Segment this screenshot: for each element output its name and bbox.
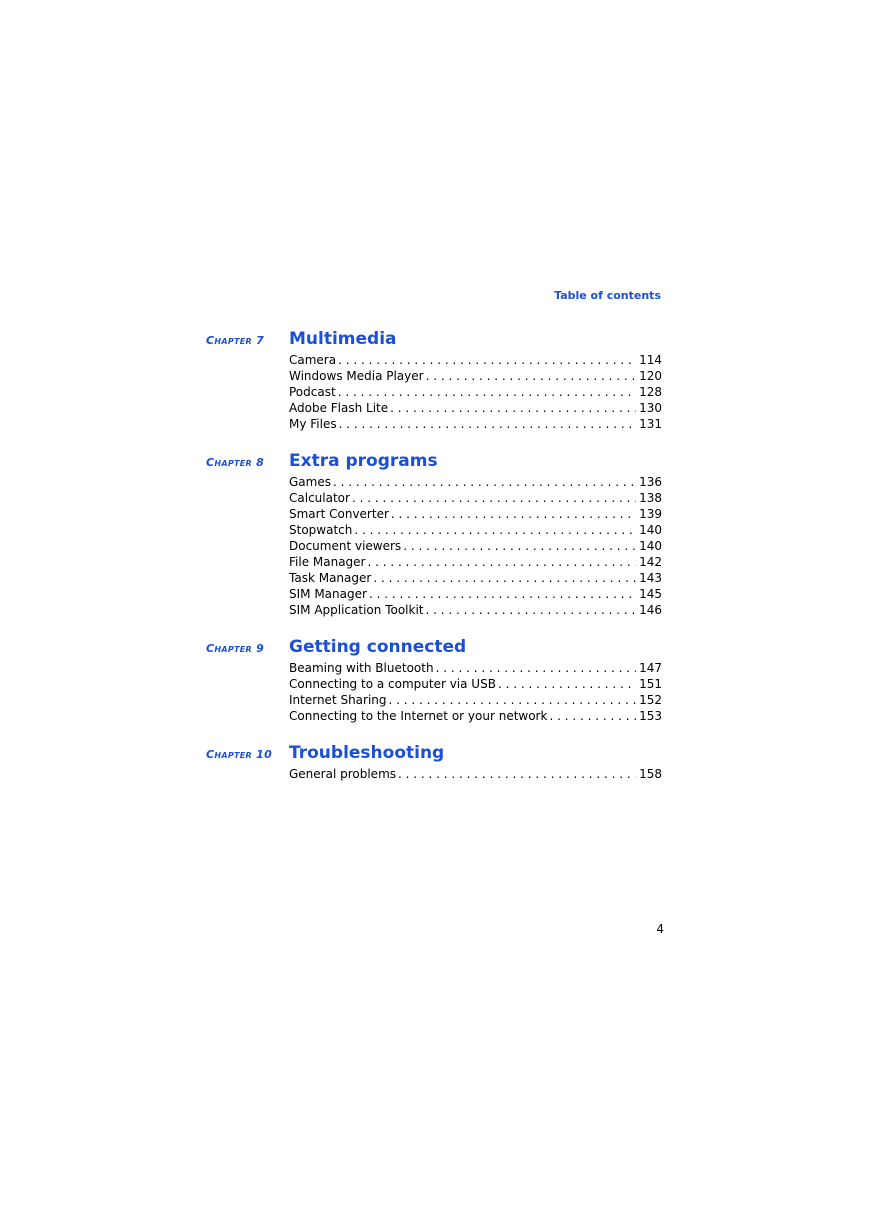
chapter-label: Chapter 10	[206, 748, 273, 761]
chapter-label: Chapter 9	[206, 642, 265, 655]
toc-entry[interactable]	[289, 416, 662, 432]
toc-entry-page: 139	[639, 507, 662, 521]
toc-entry[interactable]	[289, 570, 662, 586]
toc-entry-page: 136	[639, 475, 662, 489]
chapter-section	[206, 636, 662, 724]
toc-entry-page: 153	[639, 709, 662, 723]
toc-entry-title: SIM Manager	[289, 587, 367, 601]
dot-leader	[498, 676, 636, 692]
chapter-title: Extra programs	[289, 451, 438, 471]
toc-entry-title: Task Manager	[289, 571, 372, 585]
toc-entry-title: Podcast	[289, 385, 336, 399]
toc-entry-page: 120	[639, 369, 662, 383]
toc-entry-title: Internet Sharing	[289, 693, 387, 707]
chapter-section	[206, 450, 662, 618]
toc-entry[interactable]	[289, 766, 662, 782]
dot-leader	[390, 400, 636, 416]
toc-entry-page: 138	[639, 491, 662, 505]
toc-entry[interactable]	[289, 490, 662, 506]
toc-entry-page: 152	[639, 693, 662, 707]
toc-entry-page: 142	[639, 555, 662, 569]
toc-entry-title: General problems	[289, 767, 397, 781]
dot-leader	[426, 368, 636, 384]
chapter-title: Troubleshooting	[289, 743, 445, 763]
toc-entry-page: 143	[639, 571, 662, 585]
toc-entry[interactable]	[289, 554, 662, 570]
toc-entry-title: Calculator	[289, 491, 350, 505]
dot-leader	[338, 352, 636, 368]
dot-leader	[425, 602, 636, 618]
toc-entry-page: 158	[639, 767, 662, 781]
toc-entry[interactable]	[289, 660, 662, 676]
toc-entry-page: 130	[639, 401, 662, 415]
chapter-section	[206, 742, 662, 782]
chapter-body	[289, 328, 662, 432]
chapter-title: Getting connected	[289, 637, 467, 657]
toc-entry-title: Document viewers	[289, 539, 402, 553]
toc-entry-page: 147	[639, 661, 662, 675]
toc-entry-title: Beaming with Bluetooth	[289, 661, 434, 675]
toc-entry-title: Stopwatch	[289, 523, 353, 537]
toc-entry-page: 128	[639, 385, 662, 399]
dot-leader	[391, 506, 636, 522]
toc-entry-page: 151	[639, 677, 662, 691]
toc-entry-page: 140	[639, 523, 662, 537]
chapter-body	[289, 742, 662, 782]
dot-leader	[403, 538, 636, 554]
toc-entry[interactable]	[289, 400, 662, 416]
toc-entry-page: 146	[639, 603, 662, 617]
toc-entry[interactable]	[289, 586, 662, 602]
dot-leader	[338, 384, 636, 400]
dot-leader	[373, 570, 636, 586]
toc-entry[interactable]	[289, 522, 662, 538]
toc-entry-page: 145	[639, 587, 662, 601]
toc-entry-page: 140	[639, 539, 662, 553]
dot-leader	[354, 522, 636, 538]
dot-leader	[339, 416, 636, 432]
toc-entry-title: Camera	[289, 353, 337, 367]
toc-entry-title: File Manager	[289, 555, 366, 569]
toc-entry-title: Smart Converter	[289, 507, 389, 521]
chapter-body	[289, 636, 662, 724]
toc-entry[interactable]	[289, 692, 662, 708]
page-number: 4	[656, 922, 664, 936]
chapter-label: Chapter 8	[206, 456, 265, 469]
toc-entry-title: Games	[289, 475, 331, 489]
toc-entry[interactable]	[289, 708, 662, 724]
toc-entry-title: Adobe Flash Lite	[289, 401, 389, 415]
toc-entry-title: My Files	[289, 417, 337, 431]
chapter-label: Chapter 7	[206, 334, 265, 347]
toc-entry-title: Windows Media Player	[289, 369, 424, 383]
table-of-contents	[206, 328, 662, 800]
toc-entry-title: Connecting to the Internet or your network	[289, 709, 548, 723]
dot-leader	[352, 490, 636, 506]
dot-leader	[436, 660, 636, 676]
toc-entry[interactable]	[289, 538, 662, 554]
dot-leader	[549, 708, 636, 724]
toc-entry-title: SIM Application Toolkit	[289, 603, 424, 617]
toc-entry[interactable]	[289, 602, 662, 618]
toc-entry[interactable]	[289, 384, 662, 400]
toc-entry[interactable]	[289, 368, 662, 384]
chapter-section	[206, 328, 662, 432]
chapter-title: Multimedia	[289, 329, 397, 349]
toc-entry-page: 131	[639, 417, 662, 431]
chapter-body	[289, 450, 662, 618]
toc-entry[interactable]	[289, 352, 662, 368]
toc-entry-page: 114	[639, 353, 662, 367]
toc-entry-title: Connecting to a computer via USB	[289, 677, 496, 691]
dot-leader	[333, 474, 636, 490]
dot-leader	[389, 692, 636, 708]
running-header: Table of contents	[554, 289, 661, 302]
toc-entry[interactable]	[289, 506, 662, 522]
dot-leader	[368, 554, 637, 570]
toc-entry[interactable]	[289, 676, 662, 692]
dot-leader	[398, 766, 636, 782]
dot-leader	[369, 586, 636, 602]
toc-entry[interactable]	[289, 474, 662, 490]
